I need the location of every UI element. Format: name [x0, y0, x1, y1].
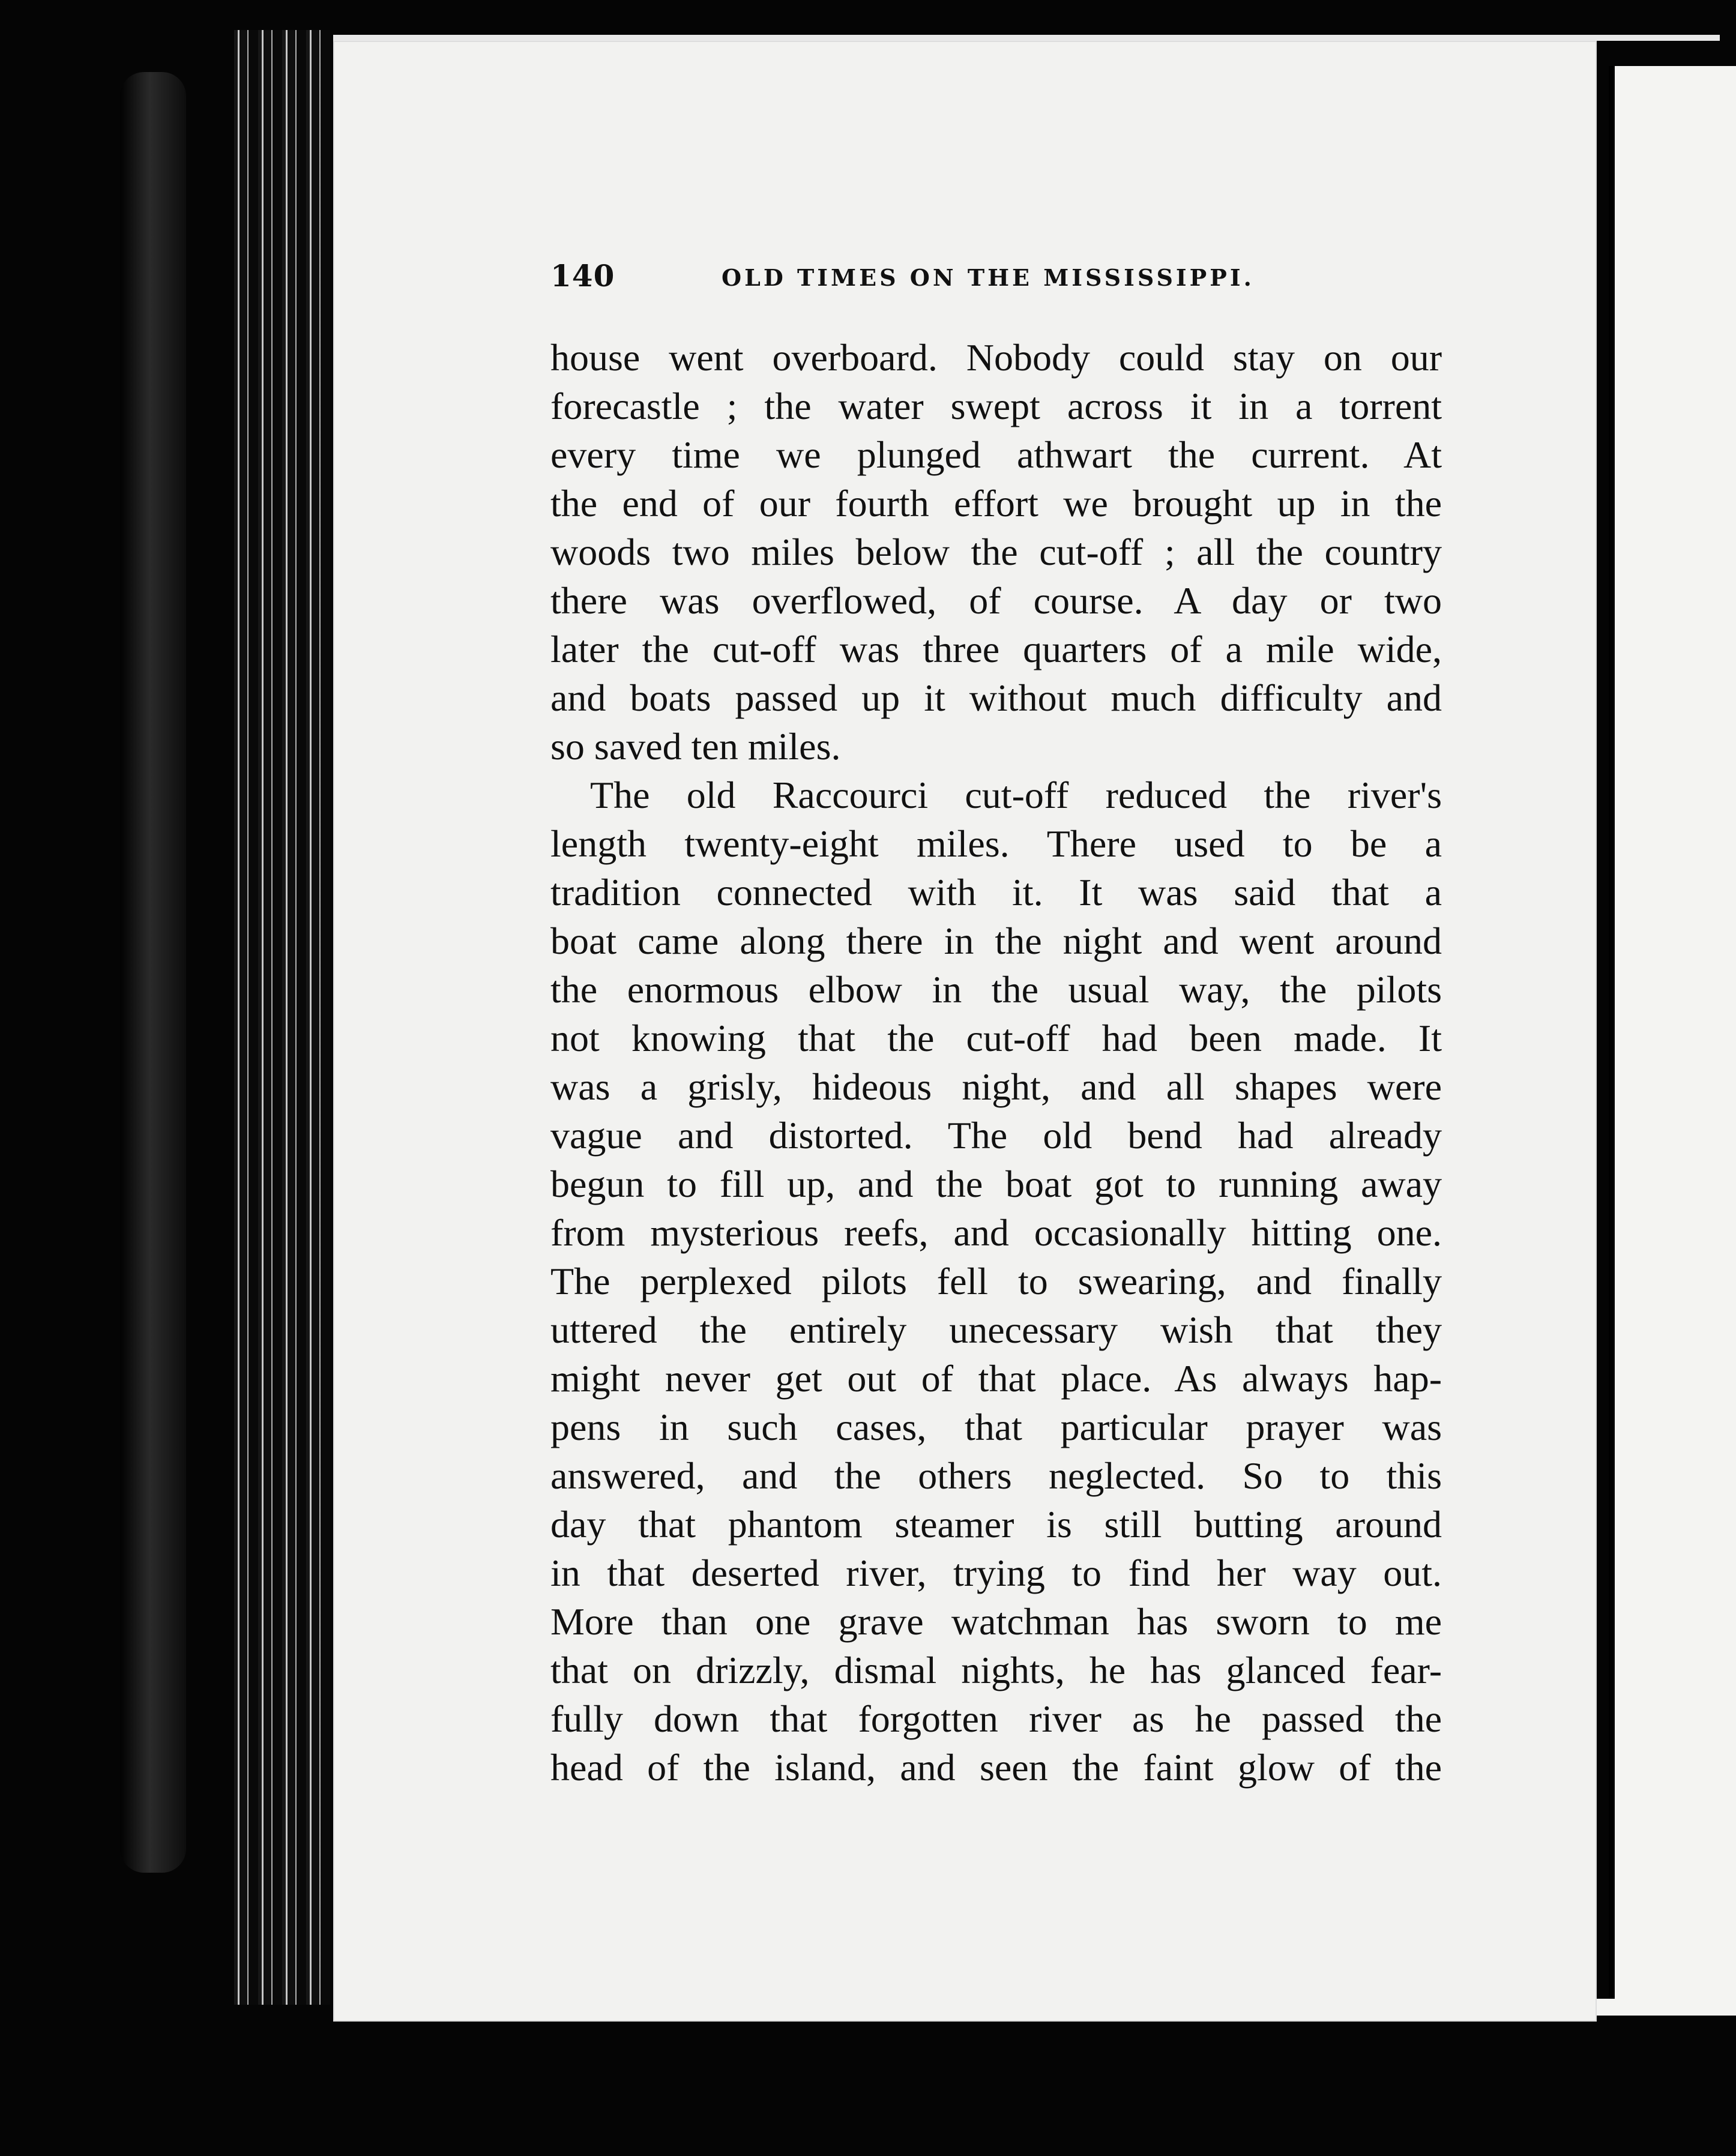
text-line: might never get out of that place. As always hap- [550, 1357, 1442, 1400]
page-top-edge [333, 35, 1720, 41]
paragraph-2 [550, 771, 1442, 1792]
text-line: More than one grave watchman has sworn to me [550, 1600, 1442, 1643]
text-line: uttered the entirely unecessary wish that they [550, 1308, 1442, 1351]
body-text [550, 333, 1442, 1792]
facing-page-bottom-edge [1585, 1999, 1736, 2016]
book-page-edges [234, 30, 330, 2005]
text-line: begun to fill up, and the boat got to running away [550, 1163, 1442, 1205]
page-number: 140 [550, 258, 615, 294]
text-line: woods two miles below the cut-off ; all the country [550, 531, 1442, 573]
text-line: and boats passed up it without much difficulty and [550, 676, 1442, 719]
text-line: later the cut-off was three quarters of a mile wide, [550, 628, 1442, 670]
text-line: The old Raccourci cut-off reduced the river's [590, 774, 1442, 816]
text-line: fully down that forgotten river as he passed the [550, 1697, 1442, 1740]
text-line: there was overflowed, of course. A day or two [550, 579, 1442, 622]
text-line: length twenty-eight miles. There used to be a [550, 822, 1442, 865]
text-line: vague and distorted. The old bend had already [550, 1114, 1442, 1157]
paragraph-1 [550, 333, 1442, 771]
text-line: was a grisly, hideous night, and all shapes were [550, 1065, 1442, 1108]
text-line: tradition connected with it. It was said that a [550, 871, 1442, 914]
running-head [550, 258, 1271, 306]
text-line: in that deserted river, trying to find her way out. [550, 1552, 1442, 1594]
text-line: house went overboard. Nobody could stay on our [550, 336, 1442, 379]
facing-page-sliver [1609, 66, 1736, 2005]
text-line: the end of our fourth effort we brought up in the [550, 482, 1442, 525]
text-line: head of the island, and seen the faint glow of the [550, 1746, 1442, 1789]
text-line: forecastle ; the water swept across it in a torrent [550, 385, 1442, 427]
text-line: so saved ten miles. [550, 725, 841, 768]
running-title: OLD TIMES ON THE MISSISSIPPI. [722, 264, 1255, 291]
text-line: day that phantom steamer is still butting around [550, 1503, 1442, 1546]
text-line: the enormous elbow in the usual way, the pilots [550, 968, 1442, 1011]
text-line: boat came along there in the night and went around [550, 920, 1442, 962]
text-line: not knowing that the cut-off had been made. It [550, 1017, 1442, 1059]
text-line: answered, and the others neglected. So to this [550, 1454, 1442, 1497]
text-line: that on drizzly, dismal nights, he has glanced fear- [550, 1649, 1442, 1691]
text-line: pens in such cases, that particular prayer was [550, 1406, 1442, 1448]
book-spine-shadow [120, 72, 186, 1873]
text-line: every time we plunged athwart the current. At [550, 433, 1442, 476]
text-line: The perplexed pilots fell to swearing, and finally [550, 1260, 1442, 1302]
text-line: from mysterious reefs, and occasionally hitting one. [550, 1211, 1442, 1254]
